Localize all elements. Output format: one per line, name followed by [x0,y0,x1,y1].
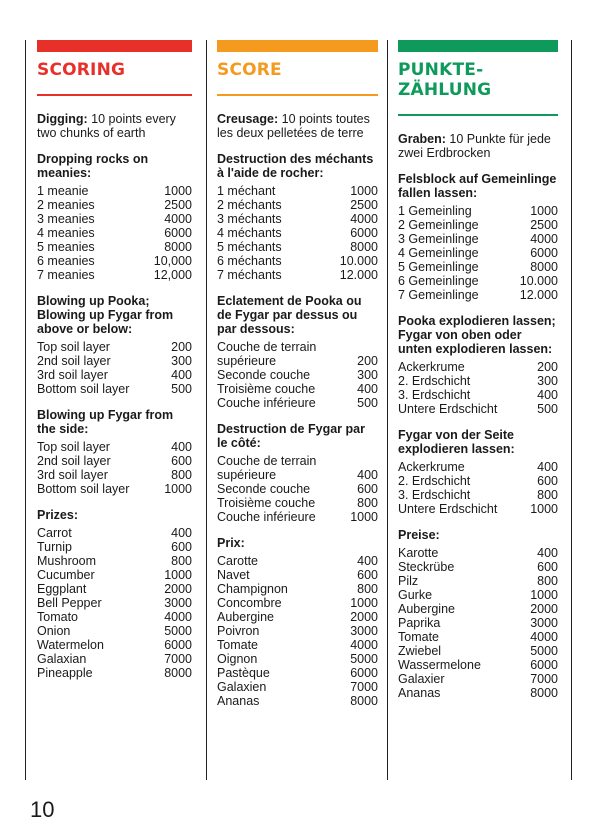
score-row [37,226,192,240]
score-label: 5 méchants [217,240,282,254]
score-value: 3000 [530,616,558,630]
score-value: 8000 [350,240,378,254]
score-label: Onion [37,624,71,638]
intro-text [37,112,192,140]
score-value: 400 [357,468,378,482]
score-row [398,616,558,630]
score-table [398,546,558,700]
score-label: 3. Erdschicht [398,488,471,502]
score-row [398,574,558,588]
score-row [37,568,192,582]
score-value: 6000 [530,658,558,672]
score-row [217,624,378,638]
score-label: 1 Gemeinling [398,204,472,218]
intro-description: 10 points every two chunks of earth [37,112,176,140]
score-row [217,666,378,680]
score-label: Seconde couche [217,368,311,382]
score-label: Champignon [217,582,288,596]
score-value: 10.000 [339,254,378,268]
score-row [398,218,558,232]
score-value: 200 [357,354,378,368]
score-row [37,652,192,666]
score-value: 1000 [350,596,378,610]
score-row [217,482,378,496]
score-value: 5000 [164,624,192,638]
score-row [37,526,192,540]
score-value: 300 [357,368,378,382]
score-value: 800 [537,574,558,588]
score-row [217,510,378,524]
score-value: 300 [537,374,558,388]
score-value: 2000 [350,610,378,624]
score-label: Tomato [37,610,78,624]
score-row [217,268,378,282]
score-table [37,440,192,496]
score-row [398,260,558,274]
intro-text [217,112,378,140]
score-value: 2000 [164,582,192,596]
score-label: Carotte [217,554,258,568]
score-value: 1000 [530,588,558,602]
score-value: 6000 [164,226,192,240]
score-value: 500 [171,382,192,396]
score-value: 7000 [530,672,558,686]
score-table [217,340,378,410]
score-value: 1000 [530,502,558,516]
score-value: 1000 [164,482,192,496]
score-label: supérieure [217,354,277,368]
score-row [217,468,378,482]
score-value: 600 [171,454,192,468]
score-row [398,588,558,602]
score-row [217,198,378,212]
score-row [217,340,378,354]
score-value: 12.000 [339,268,378,282]
score-value: 200 [171,340,192,354]
score-label: 4 meanies [37,226,95,240]
score-row [37,340,192,354]
score-table [37,184,192,282]
score-label: Paprika [398,616,441,630]
score-label: 7 Gemeinlinge [398,288,479,302]
score-row [37,382,192,396]
score-row [398,546,558,560]
score-label: 7 meanies [37,268,95,282]
score-value: 1000 [350,510,378,524]
score-row [398,460,558,474]
score-row [217,568,378,582]
section-title: Destruction de Fygar par le côté: [217,422,365,450]
scoring-column-german [398,40,558,712]
score-label: 3 méchants [217,212,282,226]
score-row [398,360,558,374]
score-value: 4000 [164,610,192,624]
score-label: Watermelon [37,638,104,652]
score-label: Untere Erdschicht [398,502,498,516]
score-label: Bell Pepper [37,596,102,610]
score-label: Troisième couche [217,496,316,510]
score-value: 400 [357,554,378,568]
score-label: Tomate [398,630,439,644]
score-label: 2 méchants [217,198,282,212]
score-table [398,360,558,416]
score-row [37,482,192,496]
score-row [398,686,558,700]
intro-label: Graben: [398,132,446,146]
score-label: Pastèque [217,666,270,680]
score-table [37,340,192,396]
score-row [217,582,378,596]
score-label: Zwiebel [398,644,442,658]
score-table [398,204,558,302]
score-value: 10.000 [519,274,558,288]
score-row [398,246,558,260]
score-row [37,624,192,638]
score-value: 5000 [530,644,558,658]
score-label: 1 méchant [217,184,276,198]
score-label: Ackerkrume [398,460,465,474]
score-row [37,468,192,482]
score-value: 400 [537,388,558,402]
score-row [398,502,558,516]
score-row [37,198,192,212]
score-row [37,368,192,382]
score-row [37,638,192,652]
heading-underline [398,114,558,116]
score-row [37,540,192,554]
score-value: 600 [537,560,558,574]
score-value: 600 [537,474,558,488]
score-label: Carrot [37,526,72,540]
score-value: 10,000 [153,254,192,268]
score-label: 4 Gemeinlinge [398,246,479,260]
score-label: Tomate [217,638,258,652]
score-value: 6000 [350,226,378,240]
score-value: 800 [171,468,192,482]
score-value: 1000 [164,184,192,198]
score-value: 600 [171,540,192,554]
score-value: 200 [537,360,558,374]
score-label: Pilz [398,574,419,588]
score-row [217,652,378,666]
score-value: 600 [357,568,378,582]
score-row [217,694,378,708]
score-label: 3rd soil layer [37,368,108,382]
score-label: Aubergine [398,602,455,616]
score-value: 6000 [530,246,558,260]
score-label: Eggplant [37,582,87,596]
page-number: 10 [30,797,55,822]
score-value: 2500 [350,198,378,212]
score-row [217,382,378,396]
intro-description: 10 Punkte für jede zwei Erdbrocken [398,132,551,160]
intro-label: Creusage: [217,112,279,126]
score-value: 600 [357,482,378,496]
score-label: Seconde couche [217,482,311,496]
score-value: 400 [537,460,558,474]
section-title: Felsblock auf Gemeinlinge fallen lassen: [398,172,557,200]
score-value: 400 [171,368,192,382]
section-title: Dropping rocks on meanies: [37,152,149,180]
section-title: Preise: [398,528,440,542]
score-value: 1000 [350,184,378,198]
score-value: 4000 [164,212,192,226]
score-label: 5 meanies [37,240,95,254]
score-row [37,240,192,254]
score-row [217,496,378,510]
color-bar [37,40,192,52]
score-label: Cucumber [37,568,95,582]
score-label: Turnip [37,540,72,554]
score-label: 2 meanies [37,198,95,212]
section-title: Pooka explodieren lassen; Fygar von oben oder unten explodieren lassen: [398,314,556,356]
score-value: 400 [171,526,192,540]
score-label: Couche de terrain [217,340,317,354]
score-label: Ackerkrume [398,360,465,374]
score-row [37,554,192,568]
score-row [398,388,558,402]
score-row [37,254,192,268]
score-row [398,474,558,488]
column-divider-1 [25,40,26,780]
score-value: 400 [357,382,378,396]
score-label: 4 méchants [217,226,282,240]
score-row [398,644,558,658]
score-label: 5 Gemeinlinge [398,260,479,274]
score-value: 7000 [350,680,378,694]
score-value: 800 [357,496,378,510]
score-row [217,596,378,610]
score-row [37,454,192,468]
score-row [37,582,192,596]
score-label: 3 meanies [37,212,95,226]
score-label: 3 Gemeinlinge [398,232,479,246]
score-label: 2. Erdschicht [398,474,471,488]
column-divider-4 [571,40,572,780]
score-value: 6000 [164,638,192,652]
score-row [398,274,558,288]
score-value: 4000 [350,638,378,652]
score-row [217,680,378,694]
score-value: 6000 [350,666,378,680]
score-label: 6 méchants [217,254,282,268]
scoring-column-french [217,40,378,720]
intro-label: Digging: [37,112,88,126]
score-label: Pineapple [37,666,93,680]
score-label: 6 meanies [37,254,95,268]
score-label: Couche inférieure [217,510,316,524]
score-value: 800 [537,488,558,502]
score-label: Ananas [398,686,441,700]
score-label: Navet [217,568,250,582]
score-row [217,454,378,468]
score-value: 3000 [164,596,192,610]
section-title: Blowing up Pooka; Blowing up Fygar from above or below: [37,294,174,336]
column-heading: PUNKTE-ZÄHLUNG [398,60,492,100]
intro-text [398,132,558,160]
score-value: 5000 [350,652,378,666]
score-label: Bottom soil layer [37,382,130,396]
score-row [398,402,558,416]
score-row [398,602,558,616]
score-row [217,368,378,382]
score-value: 3000 [350,624,378,638]
score-label: Gurke [398,588,433,602]
score-row [398,488,558,502]
score-row [217,396,378,410]
score-label: Bottom soil layer [37,482,130,496]
heading-underline [217,94,378,96]
score-value: 300 [171,354,192,368]
score-label: Galaxian [37,652,87,666]
score-label: Galaxien [217,680,267,694]
score-label: Couche de terrain [217,454,317,468]
score-value: 500 [537,402,558,416]
score-value: 7000 [164,652,192,666]
score-table [398,460,558,516]
score-value: 8000 [350,694,378,708]
score-label: 3rd soil layer [37,468,108,482]
score-label: Galaxier [398,672,445,686]
column-divider-2 [206,40,207,780]
score-value: 2000 [530,602,558,616]
score-row [217,212,378,226]
score-value: 4000 [530,232,558,246]
score-row [217,184,378,198]
column-divider-3 [387,40,388,780]
score-label: Karotte [398,546,439,560]
scoring-column-english [37,40,192,692]
column-heading: SCORE [217,60,282,80]
score-label: Top soil layer [37,440,110,454]
score-label: Couche inférieure [217,396,316,410]
score-row [37,268,192,282]
score-label: 2 Gemeinlinge [398,218,479,232]
score-value: 500 [357,396,378,410]
score-table [217,454,378,524]
score-row [37,212,192,226]
score-label: Ananas [217,694,260,708]
score-label: Top soil layer [37,340,110,354]
score-label: Poivron [217,624,260,638]
score-value: 2500 [530,218,558,232]
score-value: 8000 [530,686,558,700]
score-label: 2nd soil layer [37,454,111,468]
score-value: 4000 [350,212,378,226]
section-title: Blowing up Fygar from the side: [37,408,174,436]
score-value: 12,000 [153,268,192,282]
score-label: 2nd soil layer [37,354,111,368]
score-value: 400 [171,440,192,454]
score-label: Wassermelone [398,658,481,672]
score-label: Troisième couche [217,382,316,396]
score-value: 800 [357,582,378,596]
score-row [37,596,192,610]
section-title: Prizes: [37,508,78,522]
score-row [217,638,378,652]
score-label: Aubergine [217,610,274,624]
score-value: 1000 [164,568,192,582]
score-value: 400 [537,546,558,560]
score-value: 12.000 [519,288,558,302]
section-title: Eclatement de Pooka ou de Fygar par dessus ou par dessous: [217,294,362,336]
score-row [398,672,558,686]
score-label: Mushroom [37,554,97,568]
score-row [37,354,192,368]
score-label: 6 Gemeinlinge [398,274,479,288]
score-label: Concombre [217,596,282,610]
score-label: Untere Erdschicht [398,402,498,416]
score-table [37,526,192,680]
section-title: Destruction des méchants à l'aide de rocher: [217,152,374,180]
intro-description: 10 points toutes les deux pelletées de terre [217,112,370,140]
score-value: 1000 [530,204,558,218]
score-row [398,658,558,672]
score-label: supérieure [217,468,277,482]
heading-underline [37,94,192,96]
score-row [217,254,378,268]
score-row [37,184,192,198]
score-value: 8000 [164,666,192,680]
score-row [37,610,192,624]
score-row [398,630,558,644]
score-row [37,440,192,454]
section-title: Fygar von der Seite explodieren lassen: [398,428,515,456]
score-value: 8000 [164,240,192,254]
color-bar [398,40,558,52]
score-row [217,610,378,624]
score-row [217,240,378,254]
score-row [398,232,558,246]
score-label: 2. Erdschicht [398,374,471,388]
score-label: 1 meanie [37,184,89,198]
score-label: 3. Erdschicht [398,388,471,402]
score-value: 2500 [164,198,192,212]
score-row [398,288,558,302]
score-label: 7 méchants [217,268,282,282]
score-table [217,184,378,282]
score-table [217,554,378,708]
score-row [398,374,558,388]
score-value: 800 [171,554,192,568]
score-label: Oignon [217,652,258,666]
score-row [37,666,192,680]
score-row [398,560,558,574]
score-row [217,554,378,568]
score-label: Steckrübe [398,560,455,574]
score-row [217,226,378,240]
color-bar [217,40,378,52]
score-row [398,204,558,218]
score-row [217,354,378,368]
section-title: Prix: [217,536,245,550]
score-value: 4000 [530,630,558,644]
column-heading: SCORING [37,60,126,80]
score-value: 8000 [530,260,558,274]
